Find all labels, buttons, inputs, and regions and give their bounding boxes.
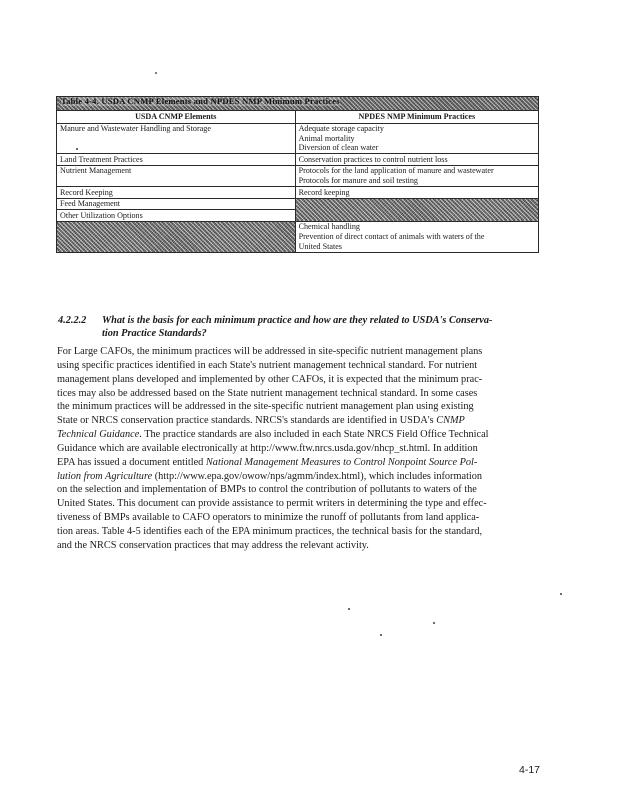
practice-item: Protocols for manure and soil testing — [298, 176, 418, 186]
paragraph-line: For Large CAFOs, the minimum practices will be addressed in site-specific nutrient management plans — [57, 346, 483, 357]
table-cell-practice — [295, 221, 538, 252]
scan-speck — [155, 72, 157, 74]
cnmp-nmp-table — [56, 96, 539, 253]
table-header-row — [57, 111, 539, 124]
italic-title: National Management Measures to Control Nonpoint Source Pol- — [205, 456, 478, 468]
paragraph-line: tiveness of BMPs available to CAFO operators to minimize the runoff of pollutants from land applica- — [57, 512, 480, 524]
practice-item: Prevention of direct contact of animals with waters of the — [298, 232, 485, 242]
paragraph-line: United States. This document can provide assistance to permit writers in determining the type and effec- — [57, 498, 487, 510]
table-row — [57, 123, 539, 154]
italic-title: lution from Agriculture — [57, 470, 153, 482]
italic-title: CNMP — [436, 415, 465, 427]
scan-speck — [348, 608, 350, 610]
scan-speck — [560, 593, 562, 595]
page-number: 4-17 — [519, 764, 541, 776]
table-cell-element: Nutrient Management — [57, 165, 296, 186]
paragraph-line: management plans developed and implemented by other CAFOs, it is expected that the minimum prac- — [57, 373, 483, 385]
section-number: 4.2.2.2 — [58, 315, 87, 326]
column-header-npdes: NPDES NMP Minimum Practices — [295, 111, 538, 124]
paragraph-line: lution from Agriculture (http://www.epa.gov/owow/nps/agmm/index.html), which includes information — [57, 470, 483, 482]
paragraph-line: State or NRCS conservation practice standards. NRCS's standards are identified in USDA's CNMP — [57, 415, 465, 427]
table-row — [57, 165, 539, 186]
section-title-line: What is the basis for each minimum practice and how are they related to USDA's Conserva- — [102, 315, 493, 326]
table-caption: Table 4-4. USDA CNMP Elements and NPDES NMP Minimum Practices — [57, 97, 539, 111]
paragraph-line: EPA has issued a document entitled National Management Measures to Control Nonpoint Source Pol- — [57, 456, 478, 468]
practice-item: Chemical handling — [298, 222, 360, 232]
column-header-usda: USDA CNMP Elements — [57, 111, 296, 124]
table-cell-element: Land Treatment Practices — [57, 154, 296, 166]
table-row — [57, 154, 539, 166]
paragraph-line: on the selection and implementation of BMPs to control the contribution of pollutants to waters of the — [57, 484, 477, 496]
paragraph-line: tices may also be addressed based on the State nutrient management technical standard. In some cases — [57, 387, 478, 399]
table-row — [57, 198, 539, 210]
paragraph-line: Technical Guidance. The practice standards are also included in each State NRCS Field Office Technical — [57, 429, 489, 441]
practice-item: Record keeping — [298, 187, 350, 197]
table-cell-element: Feed Management — [57, 198, 296, 210]
scan-speck — [380, 634, 382, 636]
italic-title: Technical Guidance — [57, 429, 140, 441]
table-cell-element: Manure and Wastewater Handling and Storage — [57, 123, 296, 154]
table-cell-element: Record Keeping — [57, 187, 296, 199]
paragraph-line: the minimum practices will be addressed in the site-specific nutrient management plan using existing — [57, 401, 474, 413]
table-cell-practice — [295, 154, 538, 166]
paragraph-line: tion areas. Table 4-5 identifies each of the EPA minimum practices, the technical basis for the standard, — [57, 525, 483, 537]
scan-speck — [433, 622, 435, 624]
practice-item: Adequate storage capacity — [298, 124, 384, 134]
table-caption-row — [57, 97, 539, 111]
table-cell-practice — [295, 123, 538, 154]
practice-item: Animal mortality — [298, 133, 355, 143]
paragraph-line: and the NRCS conservation practices that may address the relevant activity. — [57, 539, 369, 551]
section-title-line: tion Practice Standards? — [102, 328, 207, 340]
practice-item: United States — [298, 241, 342, 251]
table-row — [57, 221, 539, 252]
table-cell-shaded — [57, 221, 296, 252]
practice-item: Diversion of clean water — [298, 143, 379, 153]
paragraph-line: Guidance which are available electronically at http://www.ftw.nrcs.usda.gov/nhcp_st.html. In addition — [57, 442, 478, 454]
table-cell-practice — [295, 187, 538, 199]
practice-item: Conservation practices to control nutrient loss — [298, 154, 448, 164]
paragraph-line: using specific practices identified in each State's nutrient management technical standard. For nutrient — [57, 359, 478, 371]
body-paragraph — [57, 345, 537, 553]
table-row — [57, 187, 539, 199]
table-cell-element: Other Utilization Options — [57, 210, 296, 222]
practice-item: Protocols for the land application of manure and wastewater — [298, 166, 494, 176]
section-heading — [58, 314, 538, 340]
table-cell-practice — [295, 165, 538, 186]
table-cell-shaded — [295, 198, 538, 221]
